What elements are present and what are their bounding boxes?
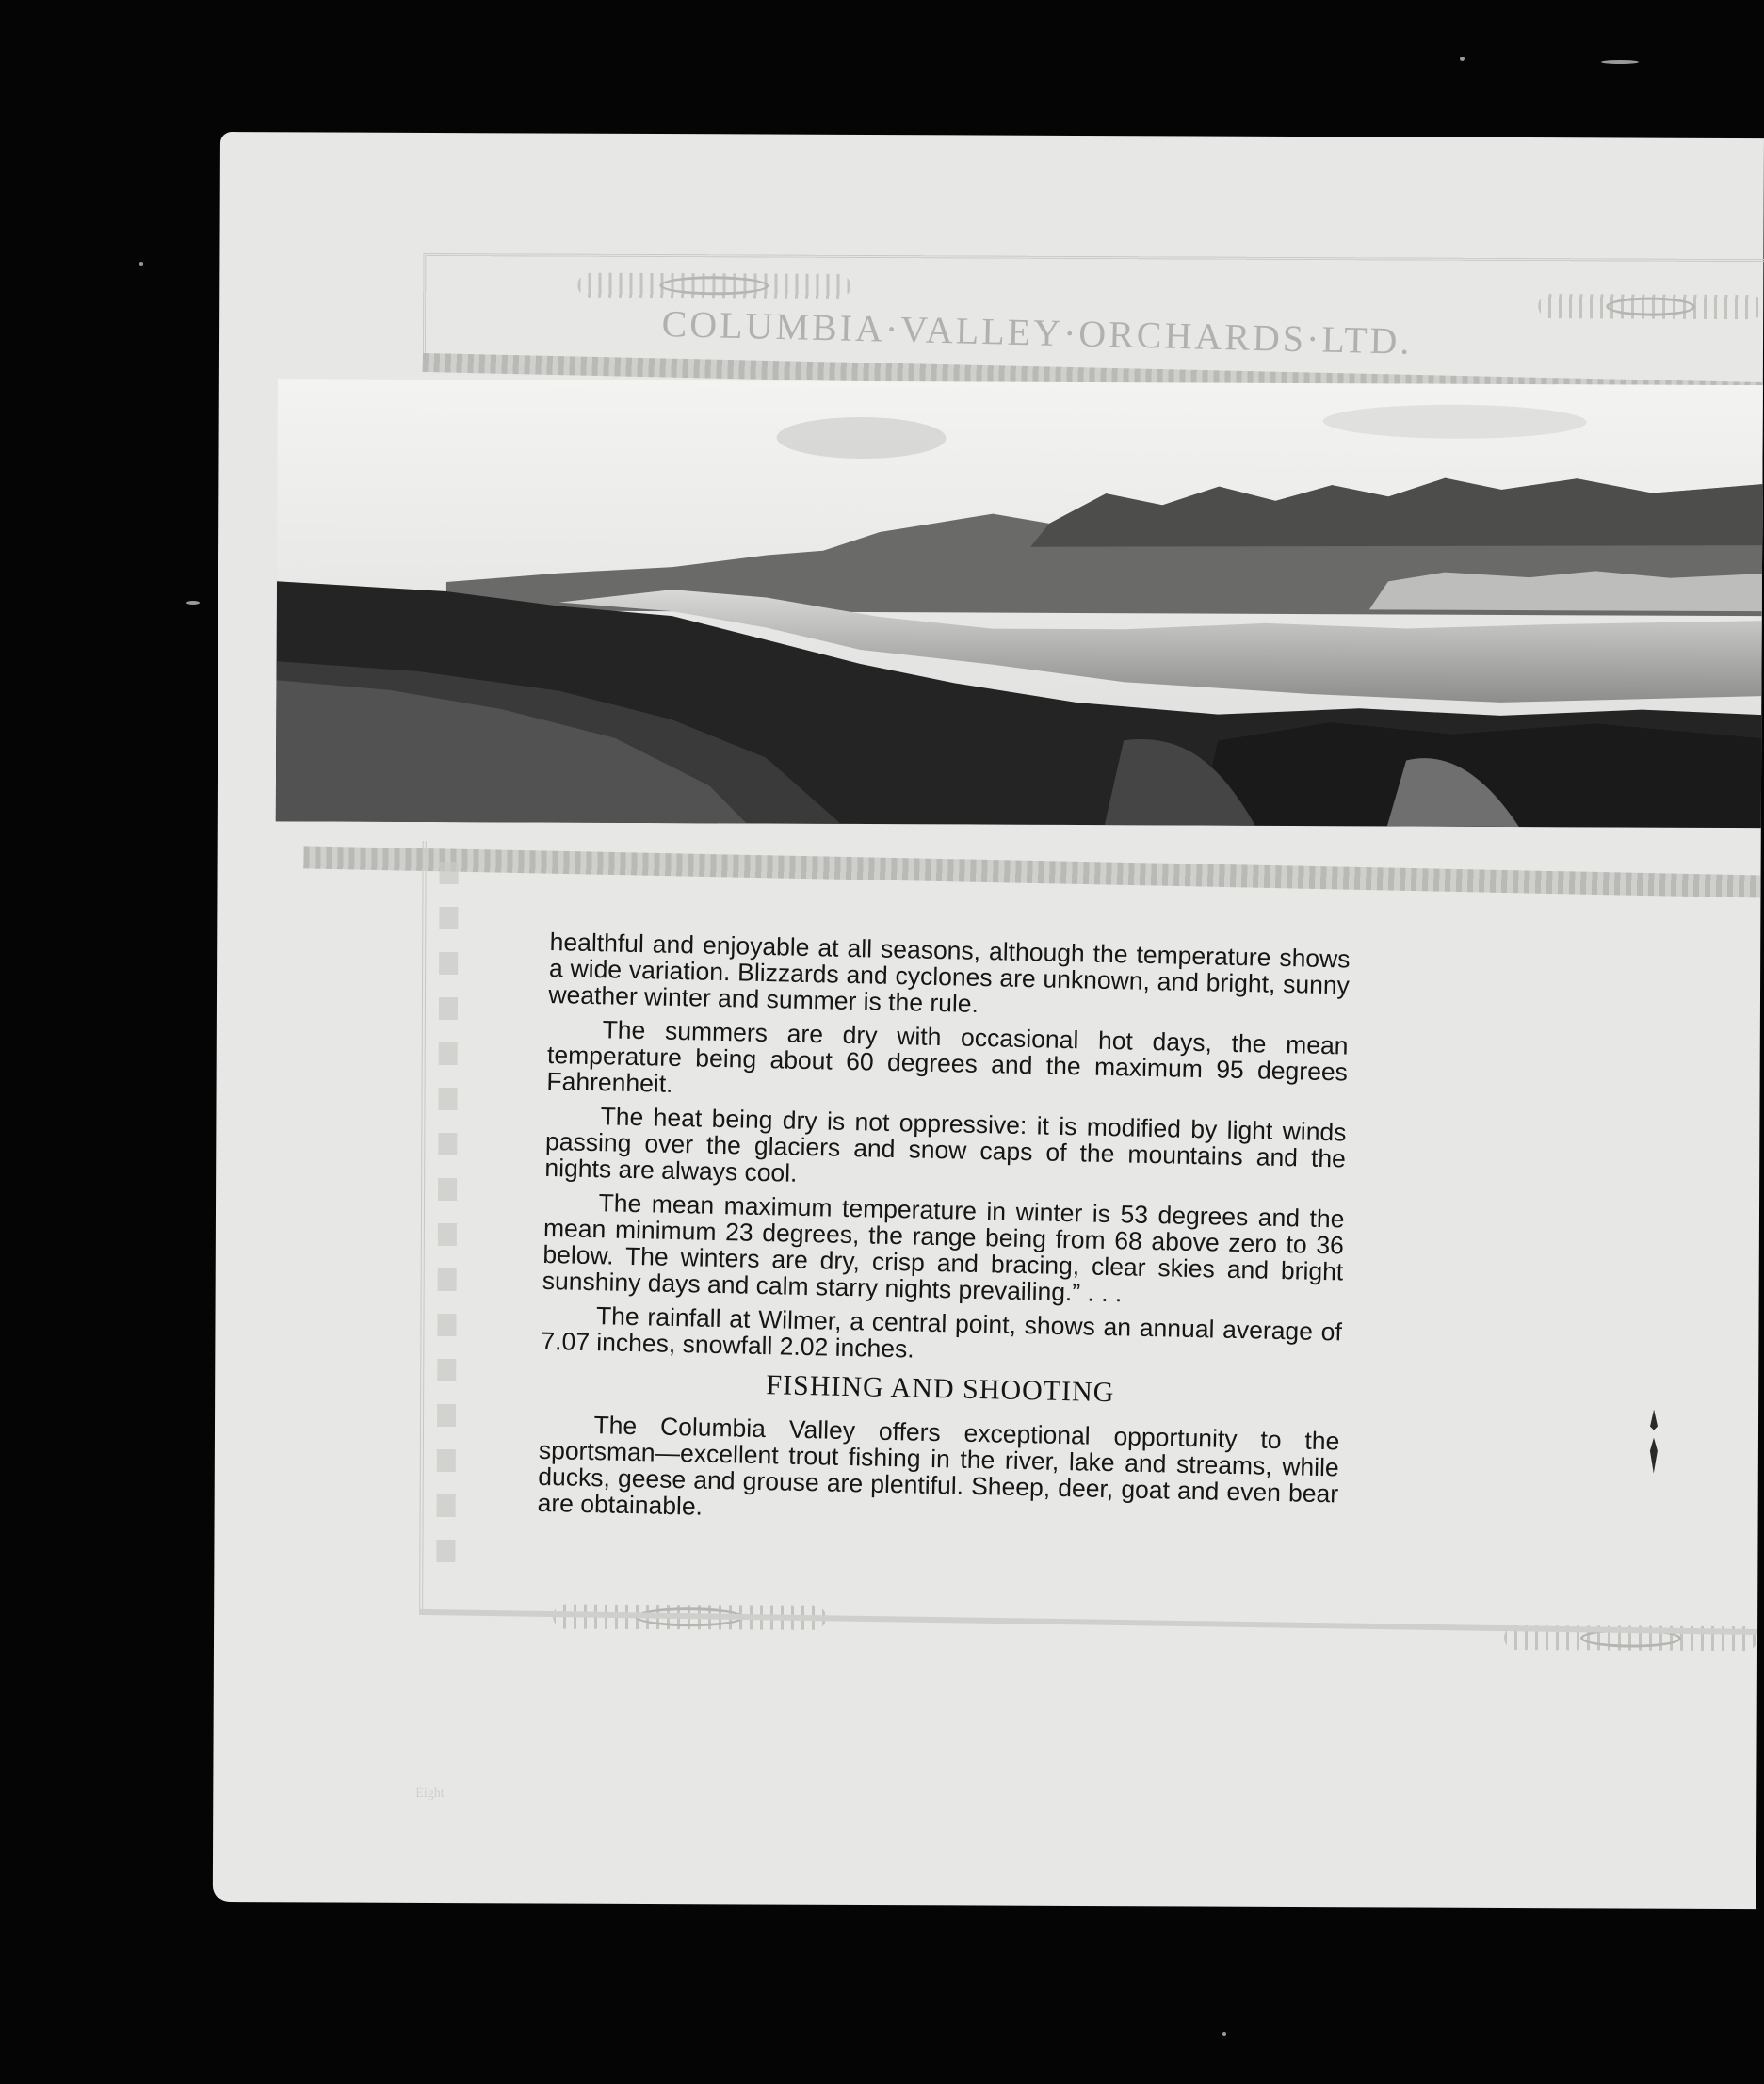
paragraph-rainfall: The rainfall at Wilmer, a central point, shows an annual average of 7.07 inches, snowfall 2.02 inches.: [541, 1301, 1343, 1364]
margin-bookmark-icon: [1648, 1410, 1659, 1474]
body-text: [537, 929, 1351, 1541]
landscape-photo: [276, 379, 1763, 828]
dust-speck: [1222, 2032, 1226, 2036]
page-number: Eight: [415, 1785, 445, 1801]
paragraph-summers: The summers are dry with occasional hot days, the mean temperature being about 60 degrees and the maximum 95 degrees Fahrenheit.: [546, 1015, 1349, 1098]
dust-speck: [186, 601, 200, 605]
section-heading: FISHING AND SHOOTING: [766, 1369, 1115, 1409]
textbox-side-ornament: [436, 862, 458, 1577]
paragraph-heat: The heat being dry is not oppressive: it is modified by light winds passing over the glaciers and snow caps of the mountains and the nights are always cool.: [544, 1102, 1347, 1187]
landscape-illustration: [276, 379, 1763, 828]
dust-speck: [139, 262, 143, 266]
paragraph-fishing: The Columbia Valley offers exceptional opportunity to the sportsman—excellent trout fishing in the river, lake and streams, while ducks, geese and grouse are plentiful. Sheep, deer, goat and even bear are obtainable.: [537, 1411, 1340, 1521]
header-ornament-right: [1538, 294, 1763, 319]
dust-speck: [1601, 60, 1639, 64]
header-ornament-left: [577, 273, 850, 299]
paragraph-climate: healthful and enjoyable at all seasons, although the temperature shows a wide variation. Blizzards and cyclones are unknown, and bright, sunny weather winter and summer is the rule.: [548, 928, 1351, 1018]
paragraph-winter: The mean maximum temperature in winter is 53 degrees and the mean minimum 23 degrees, the range being from 68 above zero to 36 below. The winters are dry, crisp and bracing, clear skies and bright sunshiny days and calm starry nights prevailing.” . . .: [542, 1188, 1345, 1308]
dust-speck: [1460, 57, 1465, 61]
company-title: COLUMBIA·VALLEY·ORCHARDS·LTD.: [661, 302, 1414, 363]
